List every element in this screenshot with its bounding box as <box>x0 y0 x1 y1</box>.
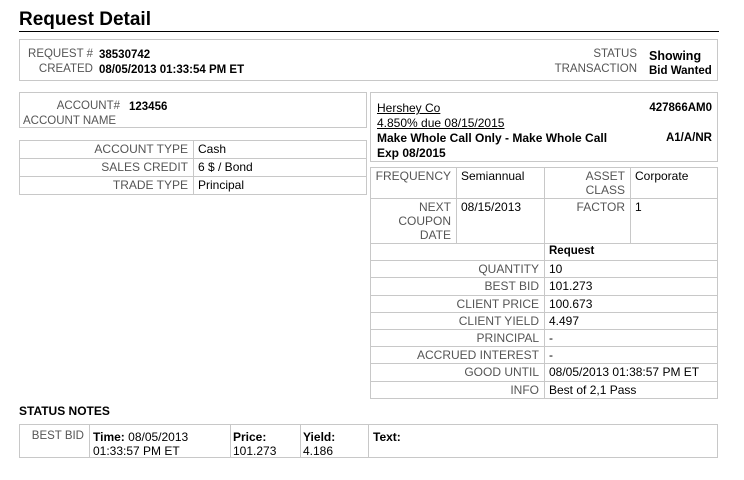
table-header-row <box>371 244 718 261</box>
yield-value: 4.186 <box>303 444 334 458</box>
table-row <box>371 199 718 244</box>
request-number-label: REQUEST # <box>28 48 93 60</box>
security-terms-table <box>370 167 718 244</box>
good-until-label: GOOD UNTIL <box>371 364 545 381</box>
account-type-value: Cash <box>194 141 367 159</box>
sales-credit-label: SALES CREDIT <box>20 159 194 177</box>
table-row <box>371 278 718 295</box>
trade-type-label: TRADE TYPE <box>20 177 194 195</box>
column-divider <box>300 425 301 457</box>
info-label: INFO <box>371 381 545 398</box>
table-row <box>371 347 718 364</box>
yield-label: Yield: <box>303 430 336 444</box>
status-value: Showing <box>649 49 702 63</box>
security-panel <box>370 92 718 162</box>
account-number-value: 123456 <box>129 101 168 113</box>
frequency-label: FREQUENCY <box>371 168 457 199</box>
text-label: Text: <box>373 430 401 444</box>
created-label: CREATED <box>38 63 93 75</box>
quantity-label: QUANTITY <box>371 261 545 278</box>
security-description: Make Whole Call Only - Make Whole Call Exp 08/2015 <box>377 131 608 160</box>
principal-label: PRINCIPAL <box>371 329 545 346</box>
table-row <box>371 329 718 346</box>
request-header-panel <box>19 39 718 81</box>
status-note-time <box>93 430 228 458</box>
accrued-interest-label: ACCRUED INTEREST <box>371 347 545 364</box>
column-divider <box>230 425 231 457</box>
security-coupon-link[interactable]: 4.850% due 08/15/2015 <box>377 116 505 130</box>
title-divider <box>19 31 719 32</box>
status-note-price <box>233 430 298 458</box>
next-coupon-date-value: 08/15/2013 <box>457 199 545 244</box>
asset-class-value: Corporate <box>631 168 718 199</box>
table-row <box>371 381 718 398</box>
table-row <box>20 159 367 177</box>
good-until-value: 08/05/2013 01:38:57 PM ET <box>545 364 718 381</box>
security-rating: A1/A/NR <box>665 132 712 144</box>
status-notes-panel <box>19 424 718 458</box>
request-table <box>370 243 718 399</box>
created-value: 08/05/2013 01:33:54 PM ET <box>99 64 245 76</box>
frequency-value: Semiannual <box>457 168 545 199</box>
client-price-label: CLIENT PRICE <box>371 295 545 312</box>
security-name-link[interactable]: Hershey Co <box>377 101 441 115</box>
time-value: 08/05/2013 01:33:57 PM ET <box>93 430 189 458</box>
best-bid-label: BEST BID <box>371 278 545 295</box>
table-row <box>371 364 718 381</box>
table-row <box>371 312 718 329</box>
table-row <box>371 168 718 199</box>
account-number-label: ACCOUNT# <box>56 100 120 112</box>
client-price-value: 100.673 <box>545 295 718 312</box>
account-details-table <box>19 140 367 195</box>
price-value: 101.273 <box>233 444 277 458</box>
security-cusip: 427866AM0 <box>649 102 712 114</box>
account-panel <box>19 92 367 128</box>
info-value: Best of 2,1 Pass <box>545 381 718 398</box>
account-name-label: ACCOUNT NAME <box>23 115 117 127</box>
status-label: STATUS <box>593 48 637 60</box>
account-type-label: ACCOUNT TYPE <box>20 141 194 159</box>
client-yield-label: CLIENT YIELD <box>371 312 545 329</box>
table-row <box>371 295 718 312</box>
table-row <box>20 141 367 159</box>
request-number-value: 38530742 <box>99 49 151 61</box>
best-bid-value: 101.273 <box>545 278 718 295</box>
transaction-label: TRANSACTION <box>554 63 637 75</box>
column-divider <box>89 425 90 457</box>
client-yield-value: 4.497 <box>545 312 718 329</box>
transaction-value: Bid Wanted <box>649 65 712 77</box>
factor-label: FACTOR <box>545 199 631 244</box>
asset-class-label: ASSET CLASS <box>545 168 631 199</box>
quantity-value: 10 <box>545 261 718 278</box>
sales-credit-value: 6 $ / Bond <box>194 159 367 177</box>
accrued-interest-value: - <box>545 347 718 364</box>
factor-value: 1 <box>631 199 718 244</box>
table-row <box>20 177 367 195</box>
price-label: Price: <box>233 430 267 444</box>
status-note-type-label: BEST BID <box>31 430 84 442</box>
time-label: Time: <box>93 430 125 444</box>
status-note-yield <box>303 430 363 458</box>
page-title: Request Detail <box>19 9 151 30</box>
trade-type-value: Principal <box>194 177 367 195</box>
table-row <box>371 261 718 278</box>
request-column-header: Request <box>545 244 718 261</box>
column-divider <box>368 425 369 457</box>
principal-value: - <box>545 329 718 346</box>
table-header-spacer <box>371 244 545 261</box>
next-coupon-date-label: NEXT COUPON DATE <box>371 199 457 244</box>
status-notes-title: STATUS NOTES <box>19 404 110 418</box>
